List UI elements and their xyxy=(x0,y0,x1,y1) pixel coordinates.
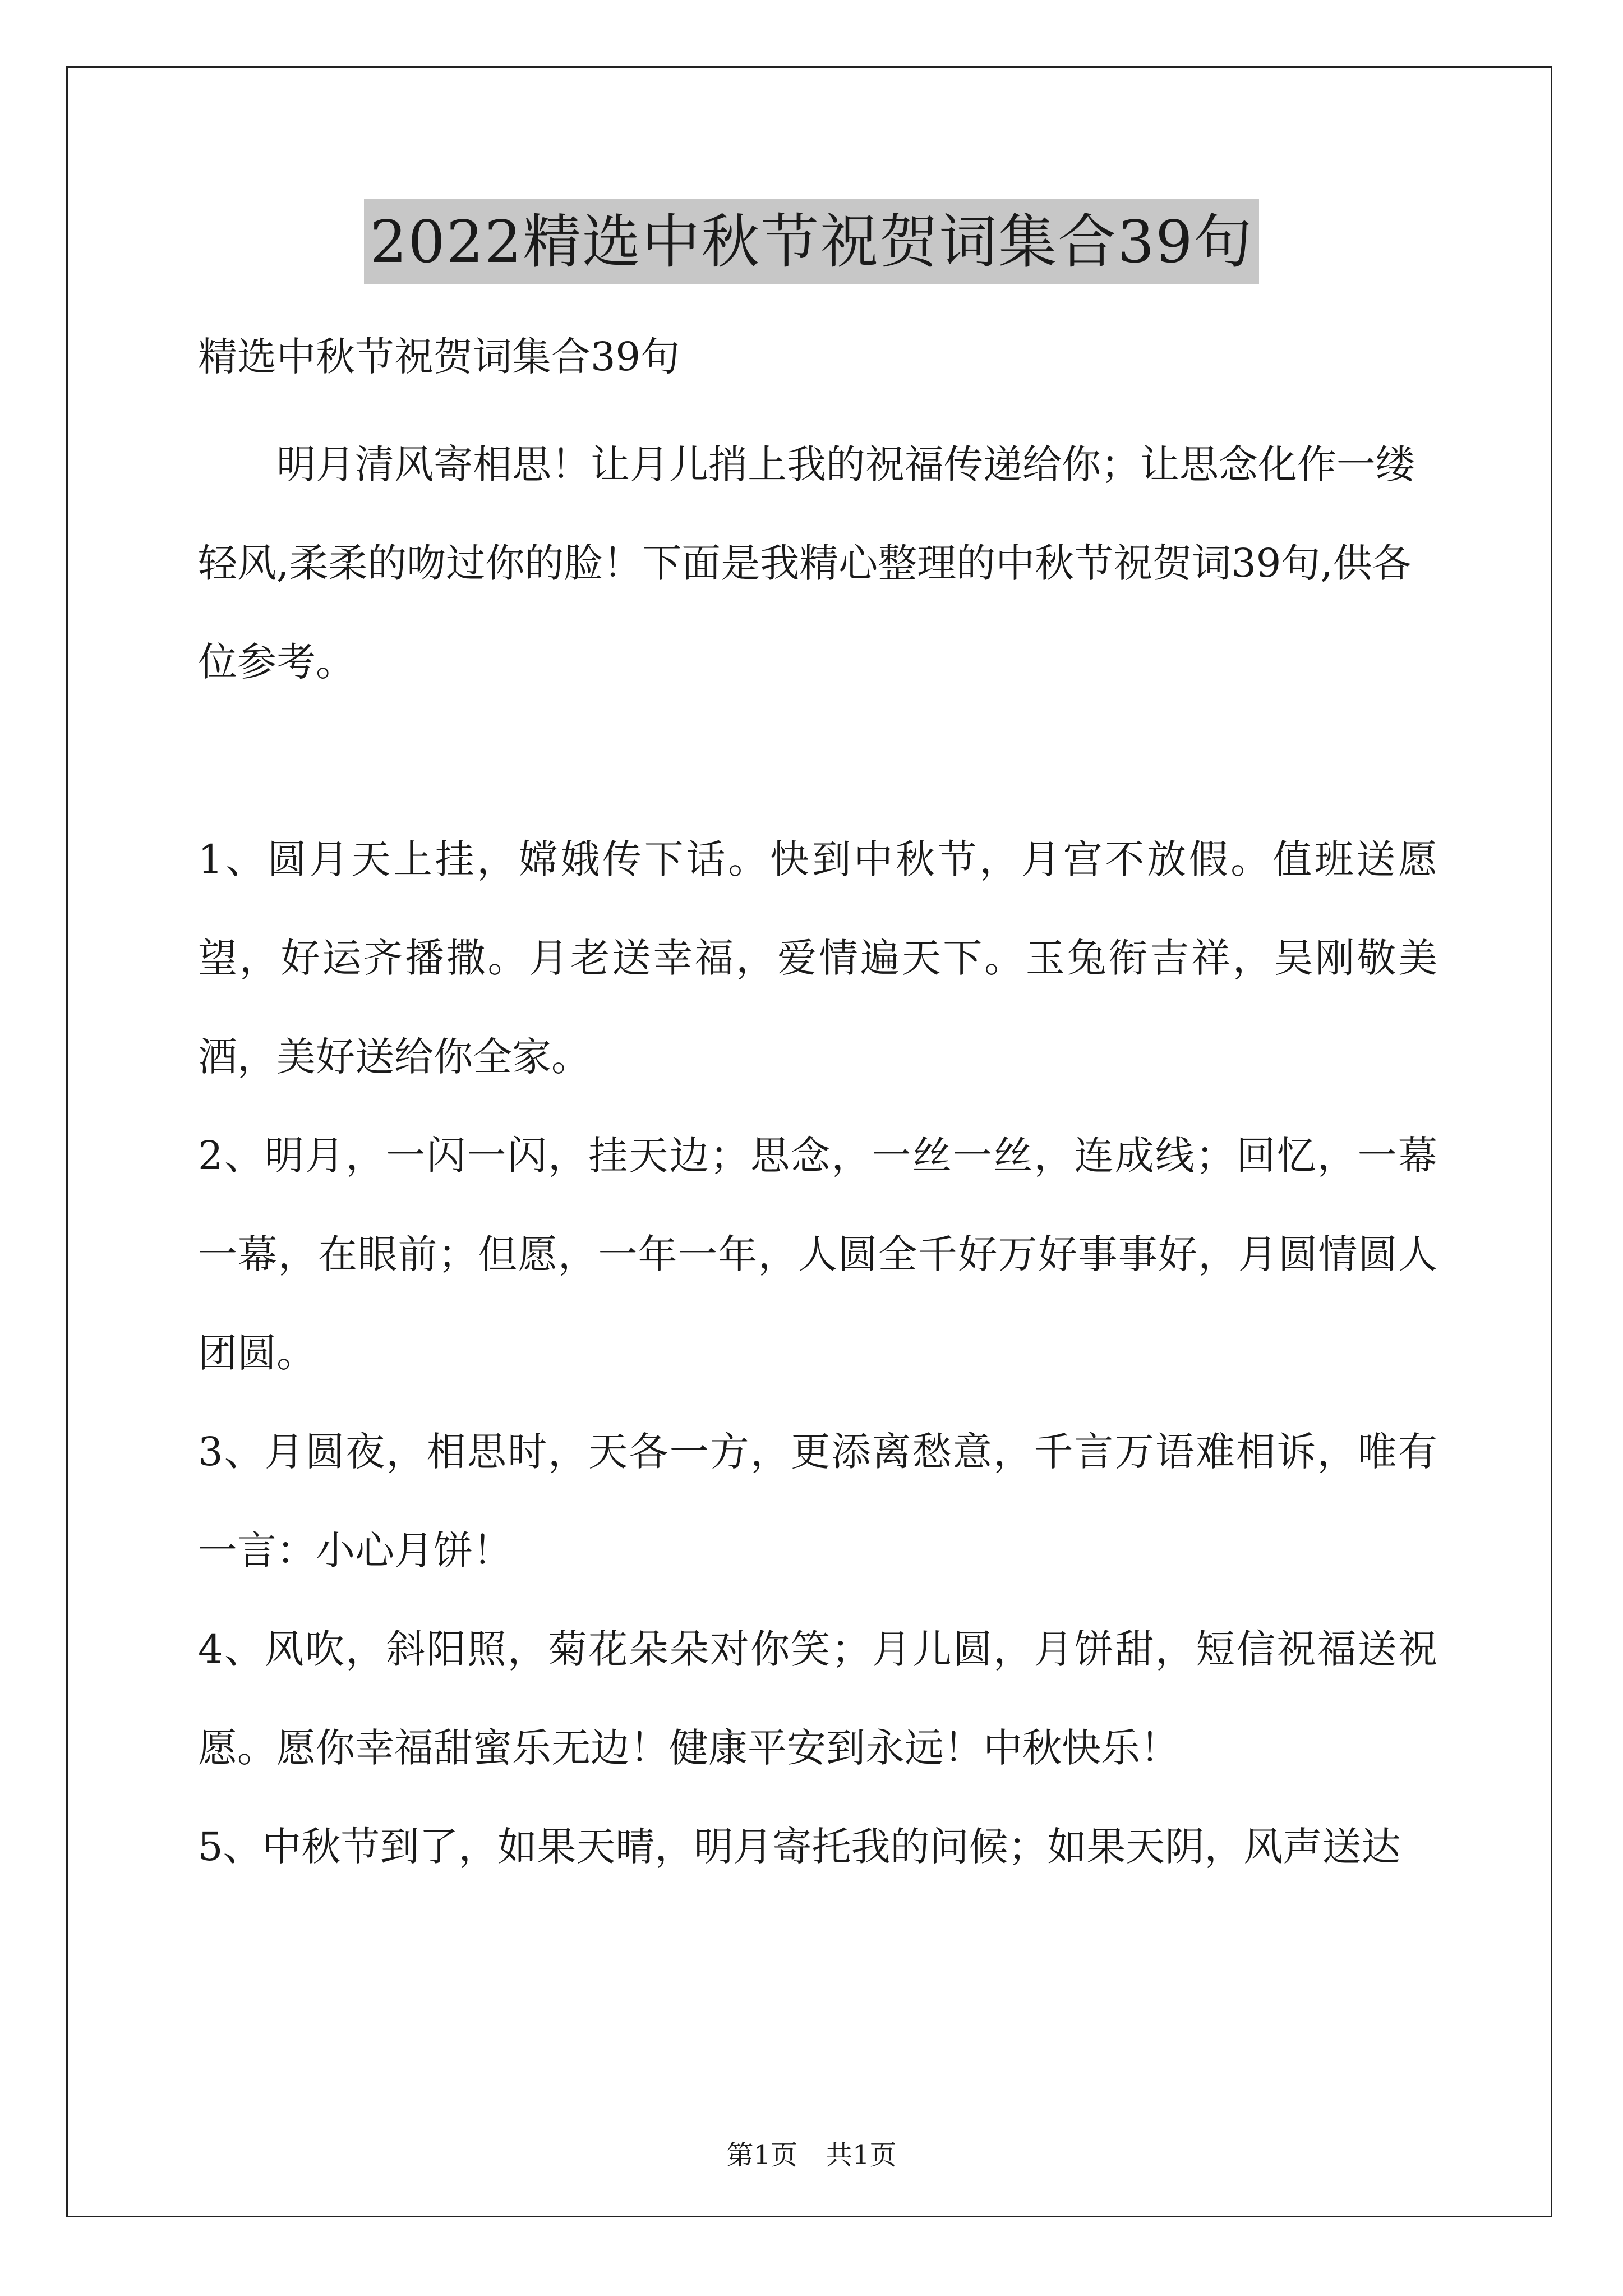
list-item: 1、圆月天上挂，嫦娥传下话。快到中秋节，月宫不放假。值班送愿望，好运齐播撒。月老送幸福，爱情遍天下。玉兔衔吉祥，吴刚敬美酒，美好送给你全家。 xyxy=(198,836,1437,1080)
page-number: 第1页 xyxy=(726,2139,797,2171)
document-subtitle: 精选中秋节祝贺词集合39句 xyxy=(198,334,680,380)
title-container xyxy=(0,199,1623,284)
list-item: 2、明月，一闪一闪，挂天边；思念，一丝一丝，连成线；回忆，一幕一幕，在眼前；但愿，一年一年，人圆全千好万好事事好，月圆情圆人团圆。 xyxy=(198,1133,1437,1376)
paragraph-spacer xyxy=(198,711,1437,810)
list-item: 3、月圆夜，相思时，天各一方，更添离愁意，千言万语难相诉，唯有一言：小心月饼！ xyxy=(198,1429,1437,1573)
page-footer xyxy=(0,2138,1623,2172)
document-body xyxy=(198,307,1437,1896)
page-total: 共1页 xyxy=(826,2139,897,2171)
list-item: 4、风吹，斜阳照，菊花朵朵对你笑；月儿圆，月饼甜，短信祝福送祝愿。愿你幸福甜蜜乐无边！健康平安到永远！中秋快乐！ xyxy=(198,1626,1437,1771)
intro-paragraph: 明月清风寄相思！让月儿捎上我的祝福传递给你；让思念化作一缕轻风,柔柔的吻过你的脸！下面是我精心整理的中秋节祝贺词39句,供各位参考。 xyxy=(198,441,1415,685)
document-title: 2022精选中秋节祝贺词集合39句 xyxy=(364,199,1258,284)
list-item: 5、中秋节到了，如果天晴，明月寄托我的问候；如果天阴，风声送达 xyxy=(198,1824,1401,1870)
